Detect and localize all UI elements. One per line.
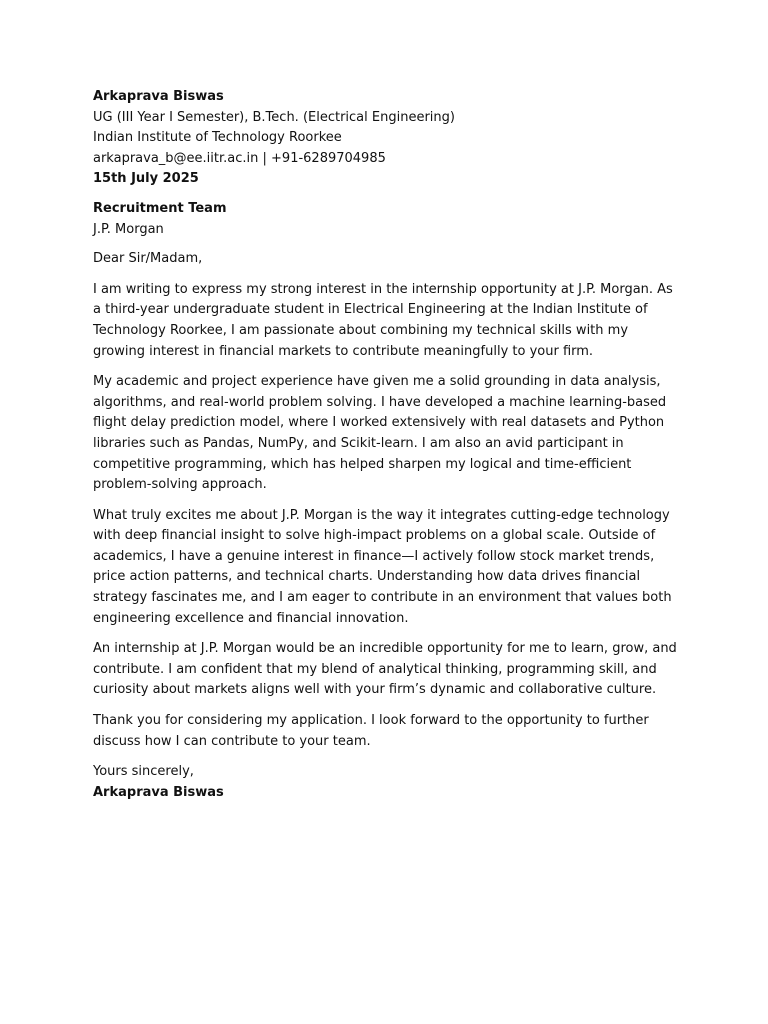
sender-program: UG (III Year I Semester), B.Tech. (Electrical Engineering) — [93, 109, 455, 125]
body-paragraph-4: An internship at J.P. Morgan would be an incredible opportunity for me to learn, grow, and contribute. I am confident that my blend of analytical thinking, programming skill, and curiosity about markets aligns well with your firm’s dynamic and collaborative culture. — [93, 641, 677, 698]
sender-block — [93, 87, 683, 190]
body-paragraph-5: Thank you for considering my application. I look forward to the opportunity to further discuss how I can contribute to your team. — [93, 713, 649, 749]
body-paragraph-1: I am writing to express my strong interest in the internship opportunity at J.P. Morgan. As a third-year undergraduate student in Electrical Engineering at the Indian Institute of Technology Roorkee, I am passionate about combining my technical skills with my growing interest in financial markets to contribute meaningfully to your firm. — [93, 281, 673, 359]
closing-block — [93, 762, 683, 803]
signature-name: Arkaprava Biswas — [93, 784, 224, 800]
body-paragraph-3: What truly excites me about J.P. Morgan is the way it integrates cutting-edge technology with deep financial insight to solve high-impact problems on a global scale. Outside of academics, I have a genuine interest in finance—I actively follow stock market trends, price action patterns, and technical charts. Understanding how data drives financial strategy fascinates me, and I am eager to contribute in an environment that values both engineering excellence and financial innovation. — [93, 507, 672, 626]
salutation: Dear Sir/Madam, — [93, 251, 203, 267]
recipient-team: Recruitment Team — [93, 200, 227, 216]
body-paragraph-2: My academic and project experience have given me a solid grounding in data analysis, algorithms, and real-world problem solving. I have developed a machine learning-based flight delay prediction model, where I worked extensively with real datasets and Python libraries such as Pandas, NumPy, and Scikit-learn. I am also an avid participant in competitive programming, which has helped sharpen my logical and time-efficient problem-solving approach. — [93, 374, 667, 493]
letter-date: 15th July 2025 — [93, 171, 199, 187]
closing-phrase: Yours sincerely, — [93, 764, 194, 780]
cover-letter — [93, 87, 683, 803]
recipient-company: J.P. Morgan — [93, 221, 164, 237]
sender-institute: Indian Institute of Technology Roorkee — [93, 130, 342, 146]
recipient-block — [93, 199, 683, 240]
sender-contact: arkaprava_b@ee.iitr.ac.in | +91-6289704985 — [93, 150, 386, 166]
sender-name: Arkaprava Biswas — [93, 89, 224, 104]
